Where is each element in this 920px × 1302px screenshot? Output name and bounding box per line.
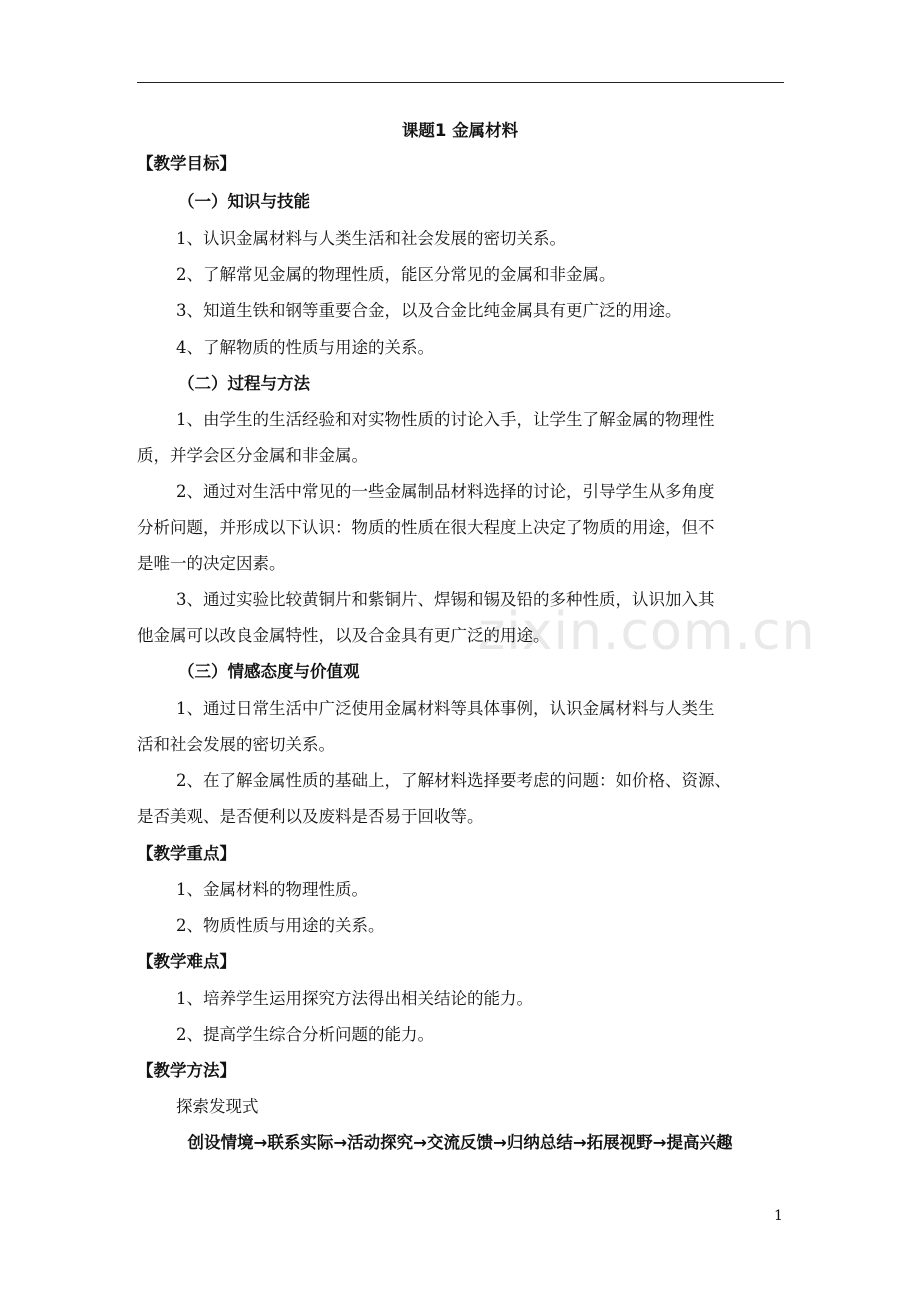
emotion-paragraph-2-line-1: 2、在了解金属性质的基础上，了解材料选择要考虑的问题：如价格、资源、 bbox=[176, 771, 731, 790]
document-title: 课题1 金属材料 bbox=[401, 121, 519, 140]
knowledge-item-1: 1、认识金属材料与人类生活和社会发展的密切关系。 bbox=[176, 229, 566, 248]
process-paragraph-3-line-2: 他金属可以改良金属特性，以及合金具有更广泛的用途。 bbox=[137, 626, 550, 645]
knowledge-item-4: 4、了解物质的性质与用途的关系。 bbox=[176, 338, 434, 357]
process-paragraph-2-line-3: 是唯一的决定因素。 bbox=[137, 554, 286, 573]
emotion-paragraph-2-line-2: 是否美观、是否便利以及废料是否易于回收等。 bbox=[137, 807, 484, 826]
difficult-points-heading: 【教学难点】 bbox=[137, 952, 236, 971]
emotion-paragraph-1-line-2: 活和社会发展的密切关系。 bbox=[137, 735, 335, 754]
knowledge-item-3: 3、知道生铁和钢等重要合金，以及合金比纯金属具有更广泛的用途。 bbox=[176, 301, 682, 320]
process-paragraph-1-line-2: 质，并学会区分金属和非金属。 bbox=[137, 446, 368, 465]
difficult-point-2: 2、提高学生综合分析问题的能力。 bbox=[176, 1025, 434, 1044]
method-text: 探索发现式 bbox=[176, 1097, 259, 1116]
page-number: 1 bbox=[774, 1208, 783, 1224]
emotion-paragraph-1-line-1: 1、通过日常生活中广泛使用金属材料等具体事例，认识金属材料与人类生 bbox=[176, 699, 715, 718]
emotion-heading: （三）情感态度与价值观 bbox=[178, 662, 360, 681]
process-paragraph-2-line-1: 2、通过对生活中常见的一些金属制品材料选择的讨论，引导学生从多角度 bbox=[176, 482, 715, 501]
key-points-heading: 【教学重点】 bbox=[137, 844, 236, 863]
knowledge-heading: （一）知识与技能 bbox=[178, 192, 310, 211]
process-paragraph-2-line-2: 分析问题，并形成以下认识：物质的性质在很大程度上决定了物质的用途，但不 bbox=[137, 518, 715, 537]
process-paragraph-1-line-1: 1、由学生的生活经验和对实物性质的讨论入手，让学生了解金属的物理性 bbox=[176, 410, 715, 429]
process-paragraph-3-line-1: 3、通过实验比较黄铜片和紫铜片、焊锡和锡及铅的多种性质，认识加入其 bbox=[176, 590, 715, 609]
key-point-2: 2、物质性质与用途的关系。 bbox=[176, 916, 385, 935]
difficult-point-1: 1、培养学生运用探究方法得出相关结论的能力。 bbox=[176, 989, 533, 1008]
watermark: zixin.com.cn bbox=[478, 602, 816, 662]
process-heading: （二）过程与方法 bbox=[178, 374, 310, 393]
method-heading: 【教学方法】 bbox=[137, 1061, 236, 1080]
knowledge-item-2: 2、了解常见金属的物理性质，能区分常见的金属和非金属。 bbox=[176, 265, 616, 284]
header-rule bbox=[137, 82, 784, 83]
objectives-heading: 【教学目标】 bbox=[137, 154, 236, 173]
key-point-1: 1、金属材料的物理性质。 bbox=[176, 880, 368, 899]
teaching-flow: 创设情境→联系实际→活动探究→交流反馈→归纳总结→拓展视野→提高兴趣 bbox=[187, 1133, 733, 1152]
